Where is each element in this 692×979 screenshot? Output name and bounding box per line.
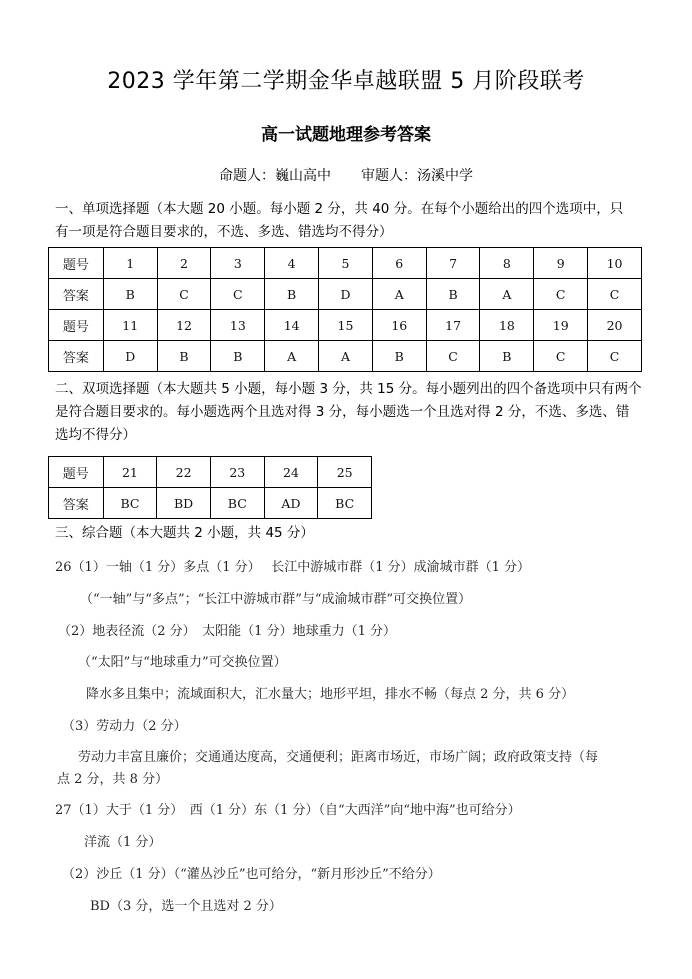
exam-title: 2023 学年第二学期金华卓越联盟 5 月阶段联考 [107,69,585,94]
row-label-question: 题号 [49,457,104,488]
answer-cell: B [480,341,534,372]
answer-line-26-3-reasons: 劳动力丰富且廉价；交通通达度高，交通便利；距离市场近，市场广阔；政府政策支持（每 [78,750,599,765]
answer-line-26-3: （3）劳动力（2 分） [62,719,187,734]
question-number: 6 [372,248,426,279]
question-number: 20 [588,310,642,341]
section3-heading: 三、综合题（本大题共 2 小题，共 45 分） [55,525,314,541]
answer-cell: C [426,341,480,372]
answer-cell: AD [264,488,318,519]
answer-line-27-2-choice: BD（3 分，选一个且选对 2 分） [90,899,282,914]
table-row [49,248,642,279]
question-number: 3 [211,248,265,279]
answer-line-26-1: 26（1）一轴（1 分）多点（1 分） 长江中游城市群（1 分）成渝城市群（1 分） [55,560,531,575]
answer-cell: BC [318,488,372,519]
table-row [49,488,372,519]
row-label-question: 题号 [49,310,104,341]
question-number: 22 [157,457,211,488]
double-choice-answer-table [48,456,372,519]
question-number: 16 [372,310,426,341]
answer-cell: B [372,341,426,372]
answer-cell: C [534,341,588,372]
answer-line-27-1: 27（1）大于（1 分） 西（1 分）东（1 分）（自“大西洋”向“地中海”也可给分） [55,803,521,818]
answer-cell: D [319,279,373,310]
question-number: 13 [211,310,265,341]
section1-intro-line: 有一项是符合题目要求的，不选、多选、错选均不得分） [55,224,393,240]
question-number: 11 [103,310,157,341]
answer-cell: BC [103,488,157,519]
single-choice-answer-table [48,247,642,372]
row-label-answer: 答案 [49,341,104,372]
answer-cell: B [211,341,265,372]
reviewer-label: 审题人：汤溪中学 [361,168,473,184]
question-number: 10 [588,248,642,279]
row-label-answer: 答案 [49,488,104,519]
answer-cell: B [157,341,211,372]
question-number: 21 [103,457,157,488]
question-number: 15 [319,310,373,341]
question-number: 14 [265,310,319,341]
answer-cell: A [480,279,534,310]
answer-cell: B [426,279,480,310]
setter-label: 命题人：巍山高中 [219,168,331,184]
answer-cell: B [103,279,157,310]
answer-cell: C [534,279,588,310]
question-number: 18 [480,310,534,341]
question-number: 19 [534,310,588,341]
question-number: 12 [157,310,211,341]
row-label-question: 题号 [49,248,104,279]
answer-note-26-1: （“一轴”与“多点”；“长江中游城市群”与“成渝城市群”可交换位置） [80,592,472,607]
table-row [49,279,642,310]
section2-intro-line: 二、双项选择题（本大题共 5 小题，每小题 3 分，共 15 分。每小题列出的四个备选项中只有两个 [55,381,642,397]
answer-key-subtitle: 高一试题地理参考答案 [261,125,431,145]
answer-cell: BD [157,488,211,519]
row-label-answer: 答案 [49,279,104,310]
authors-line [0,165,692,185]
answer-note-26-2: （“太阳”与“地球重力”可交换位置） [78,655,287,670]
answer-cell: A [319,341,373,372]
question-number: 7 [426,248,480,279]
answer-cell: B [265,279,319,310]
answer-line-27-2: （2）沙丘（1 分）（“灌丛沙丘”也可给分，“新月形沙丘”不给分） [62,867,441,882]
answer-cell: C [588,279,642,310]
question-number: 24 [264,457,318,488]
answer-line-26-3-score: 点 2 分，共 8 分） [57,772,169,787]
question-number: 4 [265,248,319,279]
answer-cell: D [103,341,157,372]
section1-intro-line: 一、单项选择题（本大题 20 小题。每小题 2 分，共 40 分。在每个小题给出的四个选项中，只 [55,201,624,217]
table-row [49,457,372,488]
section2-intro-line: 是符合题目要求的。每小题选两个且选对得 3 分，每小题选一个且选对得 2 分，不选、多选、错 [55,404,630,420]
answer-cell: A [265,341,319,372]
question-number: 1 [103,248,157,279]
section2-intro-line: 选均不得分） [55,427,136,443]
question-number: 8 [480,248,534,279]
question-number: 9 [534,248,588,279]
answer-cell: BC [210,488,264,519]
section1-intro [55,198,645,244]
answer-cell: A [372,279,426,310]
table-row [49,310,642,341]
answer-line-26-2-reasons: 降水多且集中；流域面积大，汇水量大；地形平坦，排水不畅（每点 2 分，共 6 分） [86,687,575,702]
question-number: 25 [318,457,372,488]
answer-line-26-2: （2）地表径流（2 分） 太阳能（1 分）地球重力（1 分） [58,624,396,639]
question-number: 23 [210,457,264,488]
question-number: 2 [157,248,211,279]
section2-intro [55,378,645,447]
question-number: 17 [426,310,480,341]
answer-cell: C [211,279,265,310]
table-row [49,341,642,372]
answer-line-27-1-current: 洋流（1 分） [84,835,162,850]
answer-cell: C [157,279,211,310]
question-number: 5 [319,248,373,279]
answer-cell: C [588,341,642,372]
